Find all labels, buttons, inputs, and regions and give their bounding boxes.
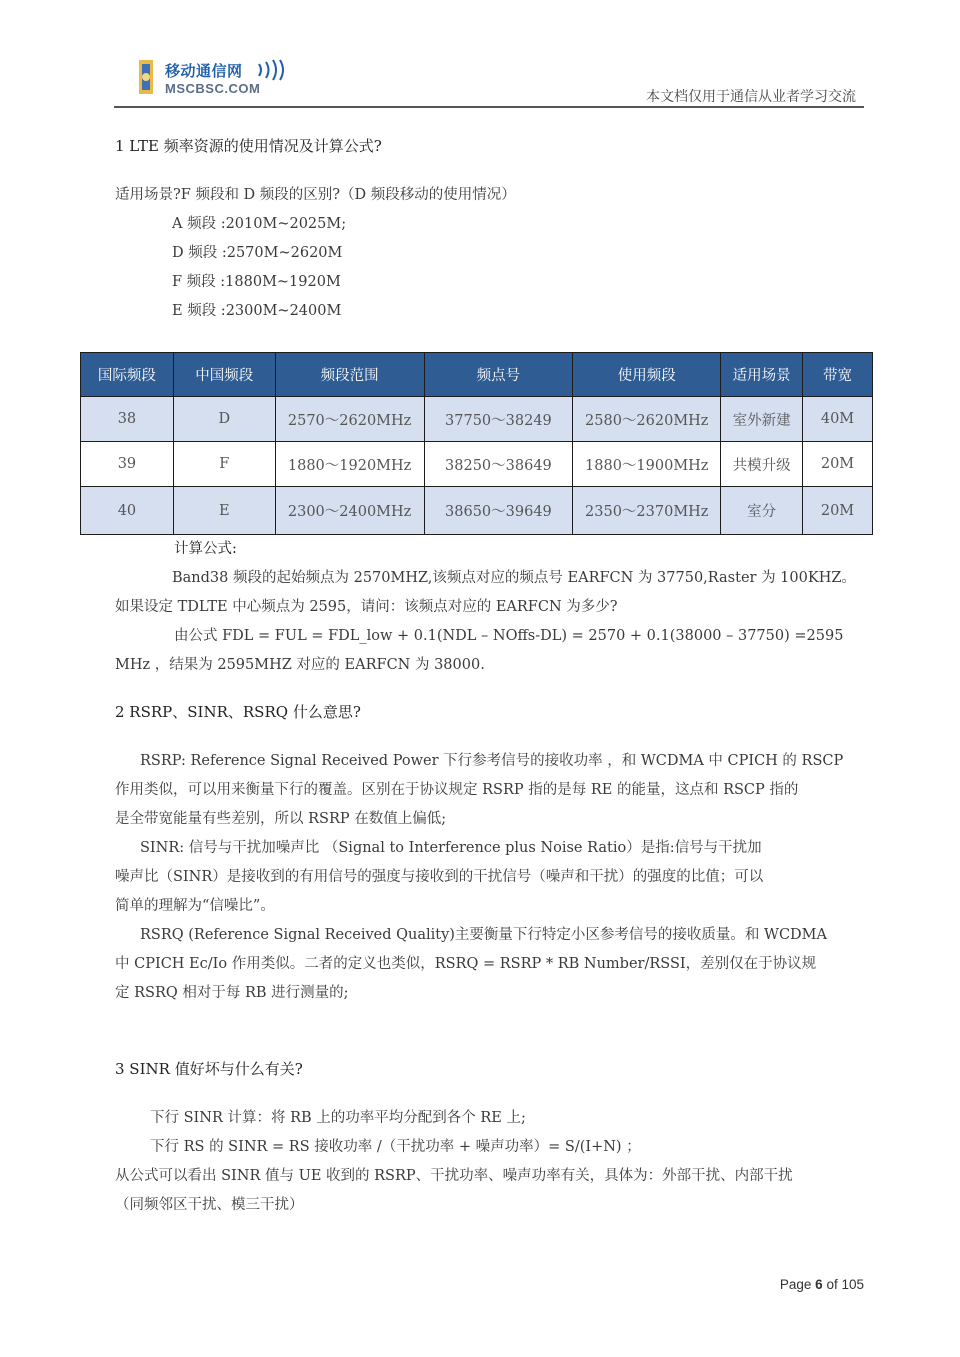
table-cell: 40M [803, 397, 873, 442]
section3-title: 3 SINR 值好坏与什么有关? [115, 1060, 303, 1078]
section1-title: 1 LTE 频率资源的使用情况及计算公式? [115, 137, 382, 155]
formula-line: 如果设定 TDLTE 中心频点为 2595，请问：该频点对应的 EARFCN 为多少? [115, 599, 618, 615]
table-header-row [81, 353, 873, 397]
header-note: 本文档仅用于通信从业者学习交流 [646, 89, 856, 105]
paragraph-line: 噪声比（SINR）是接收到的有用信号的强度与接收到的干扰信号（噪声和干扰）的强度的比值；可以 [115, 869, 764, 885]
page-total: of 105 [826, 1277, 864, 1292]
table-cell: 20M [803, 442, 873, 487]
table-cell: D [173, 397, 275, 442]
band-line: D 频段 :2570M~2620M [172, 245, 343, 261]
formula-title: 计算公式: [174, 541, 237, 557]
table-cell: 2350～2370MHz [573, 487, 721, 535]
column-header: 频点号 [424, 353, 573, 397]
table-cell: 38 [81, 397, 174, 442]
table-cell: 38650～39649 [424, 487, 573, 535]
signal-waves-icon [255, 59, 291, 81]
logo-text-cn: 移动通信网 [165, 62, 243, 80]
table-cell: 共模升级 [721, 442, 803, 487]
table-cell: 室外新建 [721, 397, 803, 442]
logo-text-en: MSCBSC.COM [165, 81, 261, 96]
table-cell: F [173, 442, 275, 487]
paragraph-line: 是全带宽能量有些差别，所以 RSRP 在数值上偏低; [115, 811, 447, 827]
section2-title: 2 RSRP、SINR、RSRQ 什么意思? [115, 703, 361, 721]
table-cell: 2570～2620MHz [275, 397, 424, 442]
table-cell: 38250～38649 [424, 442, 573, 487]
table-row [81, 487, 873, 535]
paragraph-line: 下行 SINR 计算：将 RB 上的功率平均分配到各个 RE 上; [150, 1110, 526, 1126]
formula-line: 由公式 FDL = FUL = FDL_low + 0.1(NDL – NOffs-DL) = 2570 + 0.1(38000 – 37750) =2595 [174, 628, 844, 644]
table-row [81, 397, 873, 442]
column-header: 使用频段 [573, 353, 721, 397]
table-cell: 2580～2620MHz [573, 397, 721, 442]
column-header: 适用场景 [721, 353, 803, 397]
page-footer [780, 1277, 864, 1292]
paragraph-line: 定 RSRQ 相对于每 RB 进行测量的; [115, 985, 349, 1001]
paragraph-line: 下行 RS 的 SINR = RS 接收功率 /（干扰功率 + 噪声功率）= S/(I+N) ； [150, 1139, 641, 1155]
paragraph-line: （同频邻区干扰、模三干扰） [115, 1197, 304, 1213]
table-cell: 39 [81, 442, 174, 487]
paragraph-line: 从公式可以看出 SINR 值与 UE 收到的 RSRP、干扰功率、噪声功率有关，具体为：外部干扰、内部干扰 [115, 1168, 793, 1184]
paragraph-line: RSRP: Reference Signal Received Power 下行参考信号的接收功率 ，和 WCDMA 中 CPICH 的 RSCP [140, 753, 844, 769]
formula-line: Band38 频段的起始频点为 2570MHZ,该频点对应的频点号 EARFCN 为 37750,Raster 为 100KHZ。 [172, 570, 856, 586]
table-cell: 1880～1920MHz [275, 442, 424, 487]
page-label: Page [779, 1277, 812, 1292]
table-row [81, 442, 873, 487]
table-cell: 2300～2400MHz [275, 487, 424, 535]
band-line: A 频段 :2010M~2025M; [172, 216, 347, 232]
logo-mark-icon [133, 58, 161, 98]
paragraph-line: 简单的理解为“信噪比”。 [115, 898, 275, 914]
band-table [80, 352, 873, 535]
column-header: 中国频段 [173, 353, 275, 397]
table-cell: E [173, 487, 275, 535]
paragraph-line: 中 CPICH Ec/Io 作用类似。二者的定义也类似，RSRQ = RSRP * RB Number/RSSI，差别仅在于协议规 [115, 956, 817, 972]
column-header: 频段范围 [275, 353, 424, 397]
table-cell: 20M [803, 487, 873, 535]
formula-line: MHz ，结果为 2595MHZ 对应的 EARFCN 为 38000. [115, 657, 485, 673]
section1-intro: 适用场景?F 频段和 D 频段的区别?（D 频段移动的使用情况） [115, 187, 516, 203]
page-number: 6 [815, 1277, 823, 1292]
column-header: 带宽 [803, 353, 873, 397]
table-cell: 室分 [721, 487, 803, 535]
paragraph-line: RSRQ (Reference Signal Received Quality)主要衡量下行特定小区参考信号的接收质量。和 WCDMA [140, 927, 827, 943]
column-header: 国际频段 [81, 353, 174, 397]
table-cell: 1880～1900MHz [573, 442, 721, 487]
band-line: F 频段 :1880M~1920M [172, 274, 341, 290]
table-cell: 40 [81, 487, 174, 535]
paragraph-line: 作用类似，可以用来衡量下行的覆盖。区别在于协议规定 RSRP 指的是每 RE 的能量，这点和 RSCP 指的 [115, 782, 799, 798]
band-line: E 频段 :2300M~2400M [172, 303, 342, 319]
table-cell: 37750～38249 [424, 397, 573, 442]
paragraph-line: SINR: 信号与干扰加噪声比 （Signal to Interference plus Noise Ratio）是指:信号与干扰加 [140, 840, 762, 856]
header-divider [114, 106, 864, 108]
site-logo [133, 56, 303, 102]
